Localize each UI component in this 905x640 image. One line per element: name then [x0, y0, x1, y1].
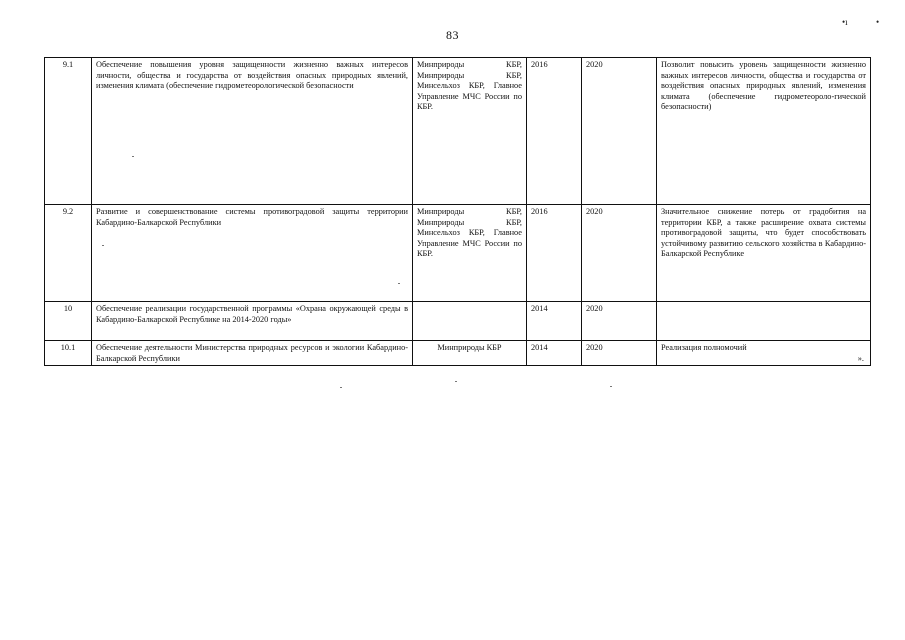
row-number: 9.1	[45, 58, 92, 205]
start-year: 2016	[527, 58, 582, 205]
start-year: 2014	[527, 302, 582, 341]
table-row	[45, 341, 871, 366]
end-year: 2020	[582, 205, 657, 302]
task-description: Обеспечение повышения уровня защищенности жизненно важных интересов личности, общества и государства от воздействия опасных природных явлений, изменения климата (обеспечение гидрометеорологической безопасности	[92, 58, 413, 205]
expected-result: Позволит повысить уровень защищенности жизненно важных интересов личности, общества и государства от воздействия опасных природных явлений, изменения климата (обеспечение гидрометеороло-гической безопасности)	[657, 58, 871, 205]
start-year: 2014	[527, 341, 582, 366]
scan-speck	[455, 381, 457, 382]
end-year: 2020	[582, 341, 657, 366]
start-year: 2016	[527, 205, 582, 302]
expected-result-cell	[657, 341, 871, 366]
corner-mark: •ı	[842, 17, 848, 27]
page-number: 83	[446, 28, 459, 42]
responsible-executors: Минприроды КБР	[413, 341, 527, 366]
task-description: Обеспечение деятельности Министерства природных ресурсов и экологии Кабардино-Балкарской Республики	[92, 341, 413, 366]
activities-table	[44, 57, 871, 366]
row-number: 9.2	[45, 205, 92, 302]
end-year: 2020	[582, 302, 657, 341]
end-year: 2020	[582, 58, 657, 205]
scan-speck	[132, 156, 134, 157]
responsible-executors: Минприроды КБР, Минприроды КБР, Минсельхоз КБР, Главное Управление МЧС России по КБР.	[413, 205, 527, 302]
scan-speck	[102, 245, 104, 246]
expected-result: Значительное снижение потерь от градобития на территории КБР, а также расширение охвата системы противоградовой защиты, что будет способствовать устойчивому развитию сельского хозяйства в Кабардино-Балкарской Республике	[657, 205, 871, 302]
expected-result	[657, 302, 871, 341]
responsible-executors	[413, 302, 527, 341]
task-description: Развитие и совершенствование системы противоградовой защиты территории Кабардино-Балкарской Республики	[92, 205, 413, 302]
row-number: 10.1	[45, 341, 92, 366]
responsible-executors: Минприроды КБР, Минприроды КБР, Минсельхоз КБР, Главное Управление МЧС России по КБР.	[413, 58, 527, 205]
table-row	[45, 58, 871, 205]
corner-mark: •	[876, 17, 880, 27]
expected-result: Реализация полномочий	[661, 343, 747, 352]
table-row	[45, 302, 871, 341]
scan-speck	[610, 386, 612, 387]
closing-quote: ».	[857, 353, 864, 363]
scan-speck	[340, 387, 342, 388]
table-row	[45, 205, 871, 302]
task-description: Обеспечение реализации государственной программы «Охрана окружающей среды в Кабардино-Балкарской Республике на 2014-2020 годы»	[92, 302, 413, 341]
scan-speck	[398, 283, 400, 284]
row-number: 10	[45, 302, 92, 341]
